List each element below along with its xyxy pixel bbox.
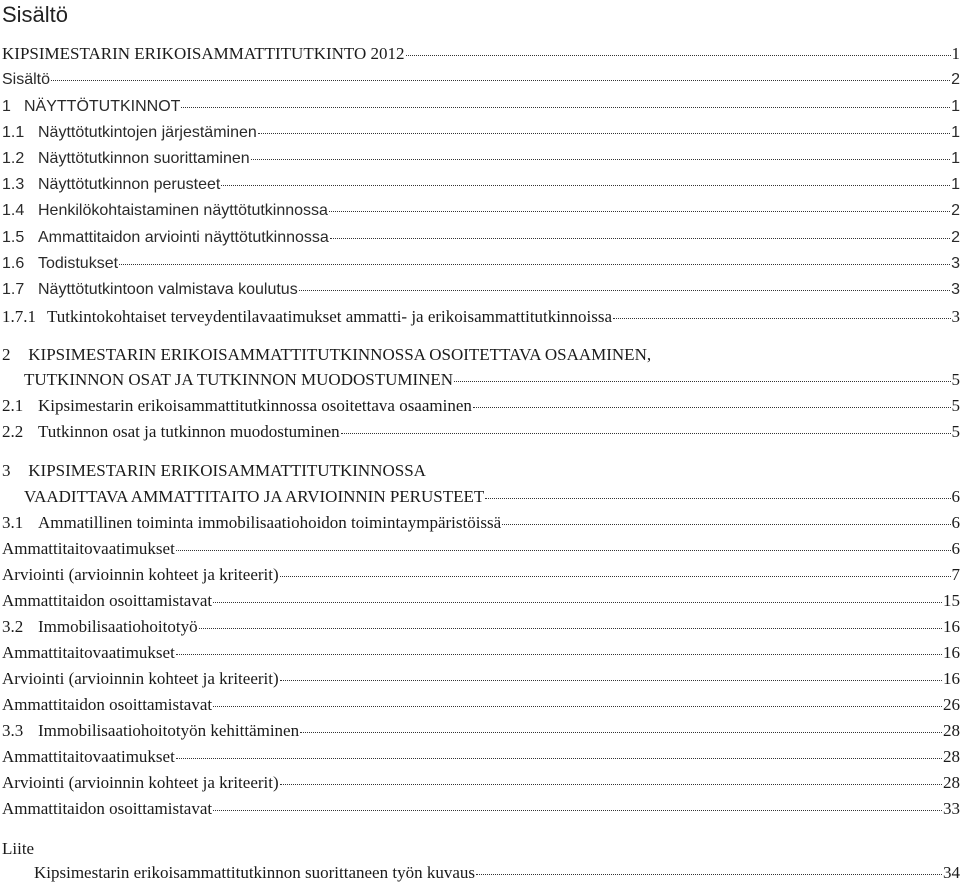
toc-entry-page: 2 xyxy=(951,71,960,88)
toc-leader xyxy=(258,133,950,134)
toc-entry-title: Kipsimestarin erikoisammattitutkinnon suorittaneen työn kuvaus xyxy=(34,863,475,882)
toc-leader xyxy=(476,874,942,875)
toc-entry-page: 3 xyxy=(951,281,960,298)
toc-leader xyxy=(341,433,951,434)
toc-entry-number: 2 xyxy=(2,345,11,364)
toc-entry[interactable] xyxy=(2,461,426,485)
toc-entry-title: Ammattitaitovaatimukset xyxy=(2,643,175,662)
toc-entry-title: KIPSIMESTARIN ERIKOISAMMATTITUTKINNOSSA OSOITETTAVA OSAAMINEN, xyxy=(28,345,652,364)
toc-entry-title: Ammattitaitovaatimukset xyxy=(2,747,175,766)
toc-entry[interactable] xyxy=(2,98,960,122)
page-title: Sisältö xyxy=(2,2,69,27)
toc-leader xyxy=(299,290,950,291)
toc-entry[interactable] xyxy=(2,307,960,331)
toc-leader xyxy=(280,680,942,681)
toc-leader xyxy=(330,238,950,239)
toc-leader xyxy=(51,80,950,81)
toc-entry-title: Näyttötutkintoon valmistava koulutus xyxy=(38,281,298,298)
toc-entry-title: Tutkinnon osat ja tutkinnon muodostuminen xyxy=(38,422,340,441)
toc-entry-page: 2 xyxy=(951,229,960,246)
toc-entry-continuation[interactable] xyxy=(24,487,960,511)
toc-entry-number: 3.2 xyxy=(2,617,24,636)
toc-entry-page: 1 xyxy=(951,124,960,141)
toc-entry-title: Ammattitaitovaatimukset xyxy=(2,539,175,558)
toc-entry-number: 1.1 xyxy=(2,124,25,141)
toc-entry-title: Ammattitaidon osoittamistavat xyxy=(2,591,213,610)
toc-entry-number: 1.5 xyxy=(2,229,25,246)
toc-entry-page: 34 xyxy=(943,863,960,882)
toc-entry-title: Immobilisaatiohoitotyö xyxy=(38,617,198,636)
toc-entry-page: 26 xyxy=(943,695,960,714)
toc-entry-number: 3.1 xyxy=(2,513,24,532)
toc-leader xyxy=(300,732,942,733)
toc-entry-title: KIPSIMESTARIN ERIKOISAMMATTITUTKINNOSSA xyxy=(28,461,426,480)
toc-entry-title: Immobilisaatiohoitotyön kehittäminen xyxy=(38,721,300,740)
toc-leader xyxy=(473,407,951,408)
toc-entry-page: 16 xyxy=(943,617,960,636)
toc-entry-title: Näyttötutkintojen järjestäminen xyxy=(38,124,257,141)
toc-leader xyxy=(329,211,950,212)
toc-entry-page: 5 xyxy=(951,370,960,389)
toc-entry-page: 16 xyxy=(943,643,960,662)
toc-entry-title: KIPSIMESTARIN ERIKOISAMMATTITUTKINTO 2012 xyxy=(2,44,405,63)
toc-entry[interactable] xyxy=(2,617,960,641)
toc-leader xyxy=(454,381,950,382)
toc-entry-page: 7 xyxy=(951,565,960,584)
toc-entry-number: 1.7.1 xyxy=(2,307,36,326)
toc-entry[interactable] xyxy=(2,773,960,797)
toc-entry-number: 2.2 xyxy=(2,422,24,441)
toc-entry-number: 2.1 xyxy=(2,396,24,415)
toc-leader xyxy=(613,318,951,319)
toc-entry[interactable] xyxy=(2,643,960,667)
toc-entry[interactable] xyxy=(2,124,960,148)
toc-entry-continuation[interactable] xyxy=(24,370,960,394)
toc-entry-page: 2 xyxy=(951,202,960,219)
toc-leader xyxy=(251,159,950,160)
toc-entry-page: 16 xyxy=(943,669,960,688)
toc-entry-page: 1 xyxy=(951,176,960,193)
toc-entry[interactable] xyxy=(2,591,960,615)
toc-entry[interactable] xyxy=(2,396,960,420)
toc-entry-title: Sisältö xyxy=(2,71,51,88)
toc-leader xyxy=(176,550,951,551)
toc-leader xyxy=(502,524,950,525)
toc-leader xyxy=(199,628,942,629)
toc-entry-title: Arviointi (arvioinnin kohteet ja kriteerit) xyxy=(2,565,279,584)
toc-entry-page: 33 xyxy=(943,799,960,818)
toc-entry-page: 5 xyxy=(951,422,960,441)
toc-entry-title: Näyttötutkinnon suorittaminen xyxy=(38,150,250,167)
toc-entry[interactable] xyxy=(2,150,960,174)
toc-leader xyxy=(406,55,951,56)
toc-entry-title: Tutkintokohtaiset terveydentilavaatimukset ammatti- ja erikoisammattitutkinnoissa xyxy=(47,307,612,326)
toc-entry-title: TUTKINNON OSAT JA TUTKINNON MUODOSTUMINEN xyxy=(24,370,454,389)
toc-entry-title: Ammatillinen toiminta immobilisaatiohoidon toimintaympäristöissä xyxy=(38,513,502,532)
toc-entry-number: 1 xyxy=(2,98,11,115)
toc-entry-page: 3 xyxy=(951,255,960,272)
toc-entry-title: VAADITTAVA AMMATTITAITO JA ARVIOINNIN PERUSTEET xyxy=(24,487,485,506)
toc-entry-page: 28 xyxy=(943,773,960,792)
toc-entry-title: Ammattitaidon osoittamistavat xyxy=(2,695,213,714)
toc-entry-title: Näyttötutkinnon perusteet xyxy=(38,176,221,193)
toc-entry-number: 3.3 xyxy=(2,721,24,740)
toc-leader xyxy=(280,576,951,577)
toc-leader xyxy=(221,185,950,186)
toc-entry-page: 28 xyxy=(943,721,960,740)
toc-entry[interactable] xyxy=(2,539,960,563)
toc-entry[interactable] xyxy=(2,202,960,226)
toc-entry[interactable] xyxy=(2,513,960,537)
toc-entry-page: 6 xyxy=(951,539,960,558)
toc-entry[interactable] xyxy=(2,747,960,771)
toc-leader xyxy=(213,706,942,707)
toc-entry-page: 1 xyxy=(951,44,960,63)
toc-entry-title: Kipsimestarin erikoisammattitutkinnossa osoitettava osaaminen xyxy=(38,396,472,415)
toc-entry-title: Henkilökohtaistaminen näyttötutkinnossa xyxy=(38,202,328,219)
toc-leader xyxy=(181,107,950,108)
toc-entry-number: 1.4 xyxy=(2,202,25,219)
toc-entry[interactable] xyxy=(2,799,960,823)
appendix-entry[interactable] xyxy=(34,863,960,887)
toc-entry-page: 6 xyxy=(951,487,960,506)
toc-entry[interactable] xyxy=(2,565,960,589)
toc-entry-number: 1.6 xyxy=(2,255,25,272)
toc-entry-page: 5 xyxy=(951,396,960,415)
toc-entry[interactable] xyxy=(2,422,960,446)
toc-entry[interactable] xyxy=(2,176,960,200)
toc-entry[interactable] xyxy=(2,721,960,745)
toc-entry-title: Todistukset xyxy=(38,255,119,272)
toc-leader xyxy=(213,602,942,603)
appendix-label: Liite xyxy=(2,839,35,858)
toc-entry-page: 28 xyxy=(943,747,960,766)
toc-leader xyxy=(119,264,950,265)
toc-leader xyxy=(213,810,942,811)
toc-entry[interactable] xyxy=(2,71,960,95)
toc-entry-page: 15 xyxy=(943,591,960,610)
toc-entry-page: 3 xyxy=(951,307,960,326)
toc-entry[interactable] xyxy=(2,44,960,68)
toc-entry[interactable] xyxy=(2,281,960,305)
toc-entry-title: Arviointi (arvioinnin kohteet ja kriteerit) xyxy=(2,669,279,688)
toc-entry-title: NÄYTTÖTUTKINNOT xyxy=(24,98,181,115)
toc-entry-page: 1 xyxy=(951,98,960,115)
toc-entry-number: 3 xyxy=(2,461,11,480)
toc-entry-number: 1.3 xyxy=(2,176,25,193)
toc-entry[interactable] xyxy=(2,669,960,693)
toc-leader xyxy=(485,498,950,499)
toc-entry-page: 6 xyxy=(951,513,960,532)
toc-leader xyxy=(176,758,942,759)
toc-leader xyxy=(176,654,942,655)
toc-entry-title: Ammattitaidon osoittamistavat xyxy=(2,799,213,818)
toc-entry-page: 1 xyxy=(951,150,960,167)
toc-entry-title: Ammattitaidon arviointi näyttötutkinnossa xyxy=(38,229,329,246)
toc-entry[interactable] xyxy=(2,255,960,279)
toc-entry[interactable] xyxy=(2,345,651,369)
toc-entry[interactable] xyxy=(2,695,960,719)
toc-entry-number: 1.2 xyxy=(2,150,25,167)
toc-entry[interactable] xyxy=(2,229,960,253)
toc-entry-number: 1.7 xyxy=(2,281,25,298)
toc-entry-title: Arviointi (arvioinnin kohteet ja kriteerit) xyxy=(2,773,279,792)
toc-leader xyxy=(280,784,942,785)
